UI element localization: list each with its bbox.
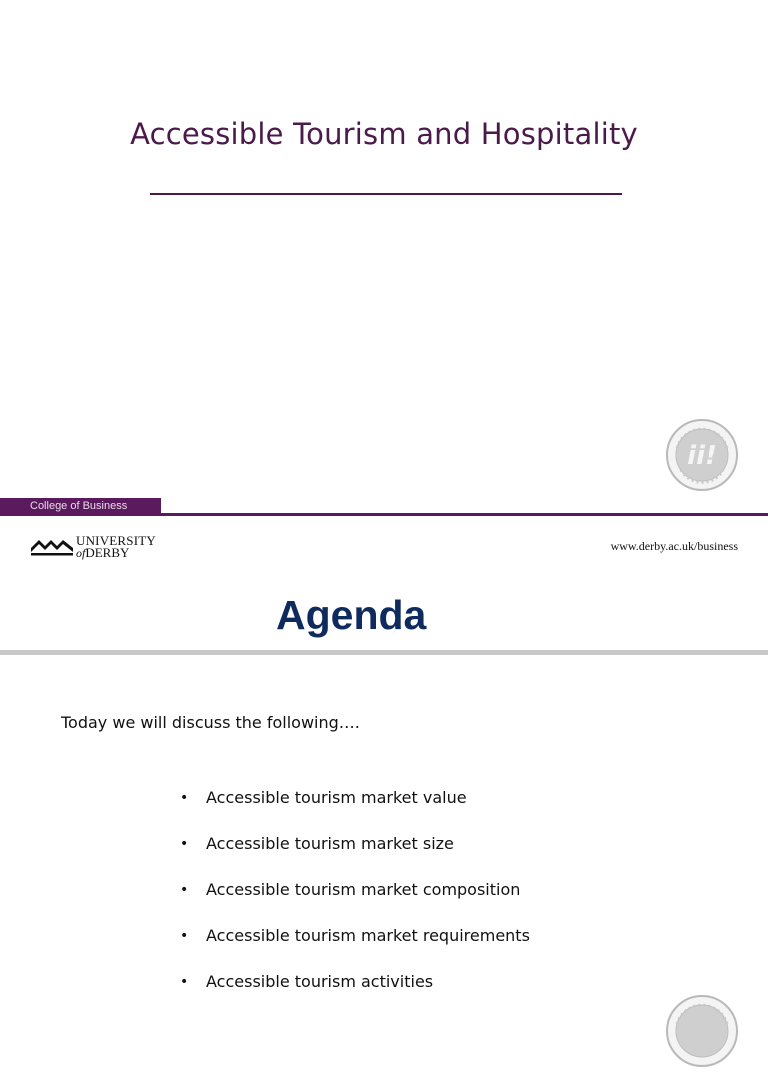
agenda-slide xyxy=(0,576,768,1024)
list-item-text: Accessible tourism market size xyxy=(206,834,454,853)
logo-line-2 xyxy=(76,547,156,559)
logo-line-1: UNIVERSITY xyxy=(76,533,156,548)
bullet-icon: • xyxy=(180,790,189,806)
bullet-icon: • xyxy=(180,974,189,990)
intro-text: Today we will discuss the following…. xyxy=(61,713,360,732)
university-seal-icon xyxy=(665,994,739,1068)
list-item-text: Accessible tourism market composition xyxy=(206,880,521,899)
logo-derby: DERBY xyxy=(85,545,130,560)
title-underline xyxy=(150,193,622,195)
logo-of: of xyxy=(76,546,86,560)
bullet-icon: • xyxy=(180,882,189,898)
university-seal-icon xyxy=(665,418,739,492)
derby-logo-icon xyxy=(31,536,73,558)
list-item xyxy=(180,788,530,834)
bullet-icon: • xyxy=(180,928,189,944)
logo-wordmark xyxy=(76,535,156,559)
slide-title: Accessible Tourism and Hospitality xyxy=(130,117,638,151)
agenda-heading: Agenda xyxy=(276,592,427,638)
agenda-list xyxy=(180,788,530,1018)
list-item-text: Accessible tourism activities xyxy=(206,972,434,991)
list-item xyxy=(180,880,530,926)
list-item xyxy=(180,926,530,972)
website-url: www.derby.ac.uk/business xyxy=(610,539,738,553)
bullet-icon: • xyxy=(180,836,189,852)
list-item-text: Accessible tourism market value xyxy=(206,788,467,807)
list-item xyxy=(180,834,530,880)
university-logo xyxy=(31,534,156,560)
college-label: College of Business xyxy=(0,498,161,515)
list-item xyxy=(180,972,530,1018)
footer-rule xyxy=(0,513,768,516)
svg-text:ii!: ii! xyxy=(687,441,717,471)
list-item-text: Accessible tourism market requirements xyxy=(206,926,530,945)
heading-rule xyxy=(0,650,768,655)
